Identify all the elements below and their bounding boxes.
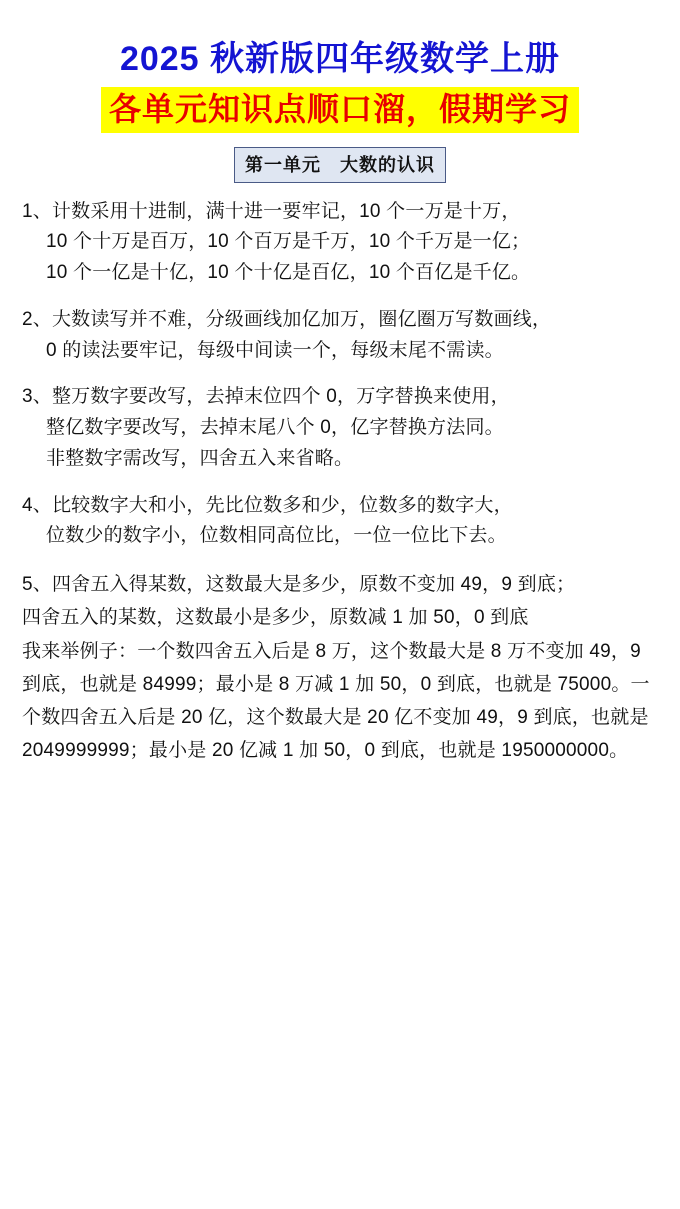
item-line: 10 个一亿是十亿，10 个十亿是百亿，10 个百亿是千亿。 (46, 262, 531, 284)
item-line: 4、比较数字大和小，先比位数多和少，位数多的数字大， (22, 494, 513, 516)
unit-heading-container (22, 147, 658, 183)
list-item (22, 382, 658, 474)
item-line: 1、计数采用十进制，满十进一要牢记，10 个一万是十万， (22, 200, 521, 222)
list-item (22, 568, 658, 768)
page-title-line-2: 各单元知识点顺口溜，假期学习 (101, 87, 579, 133)
item-line: 2、大数读写并不难，分级画线加亿加万，圈亿圈万写数画线， (22, 308, 552, 330)
item-line: 四舍五入的某数，这数最小是多少，原数减 1 加 50，0 到底 (22, 607, 529, 629)
page-title-line-2-container (22, 87, 658, 133)
unit-heading: 第一单元 大数的认识 (234, 147, 446, 183)
list-item (22, 305, 658, 367)
item-line: 我来举例子：一个数四舍五入后是 8 万，这个数最大是 8 万不变加 49，9 到底，也就是 84999；最小是 8 万减 1 加 50，0 到底，也就是 75000。一个数四舍五入后是 20 亿，这个数最大是 20 亿不变加 49，9 到底，也就是 2049999999；最小是 20 亿减 1 加 50，0 到底，也就是 1950000000。 (22, 640, 650, 762)
item-line: 位数少的数字小，位数相同高位比，一位一位比下去。 (46, 525, 507, 547)
item-line: 整亿数字要改写，去掉末尾八个 0，亿字替换方法同。 (46, 417, 504, 439)
item-line: 非整数字需改写，四舍五入来省略。 (46, 447, 354, 469)
item-line: 5、四舍五入得某数，这数最大是多少，原数不变加 49，9 到底； (22, 574, 576, 596)
item-line: 3、整万数字要改写，去掉末位四个 0，万字替换来使用， (22, 386, 510, 408)
list-item (22, 491, 658, 553)
list-item (22, 197, 658, 289)
page-title-line-1: 2025 秋新版四年级数学上册 (119, 40, 561, 78)
item-line: 0 的读法要牢记，每级中间读一个，每级末尾不需读。 (46, 339, 504, 361)
item-line: 10 个十万是百万，10 个百万是千万，10 个千万是一亿； (46, 231, 531, 253)
